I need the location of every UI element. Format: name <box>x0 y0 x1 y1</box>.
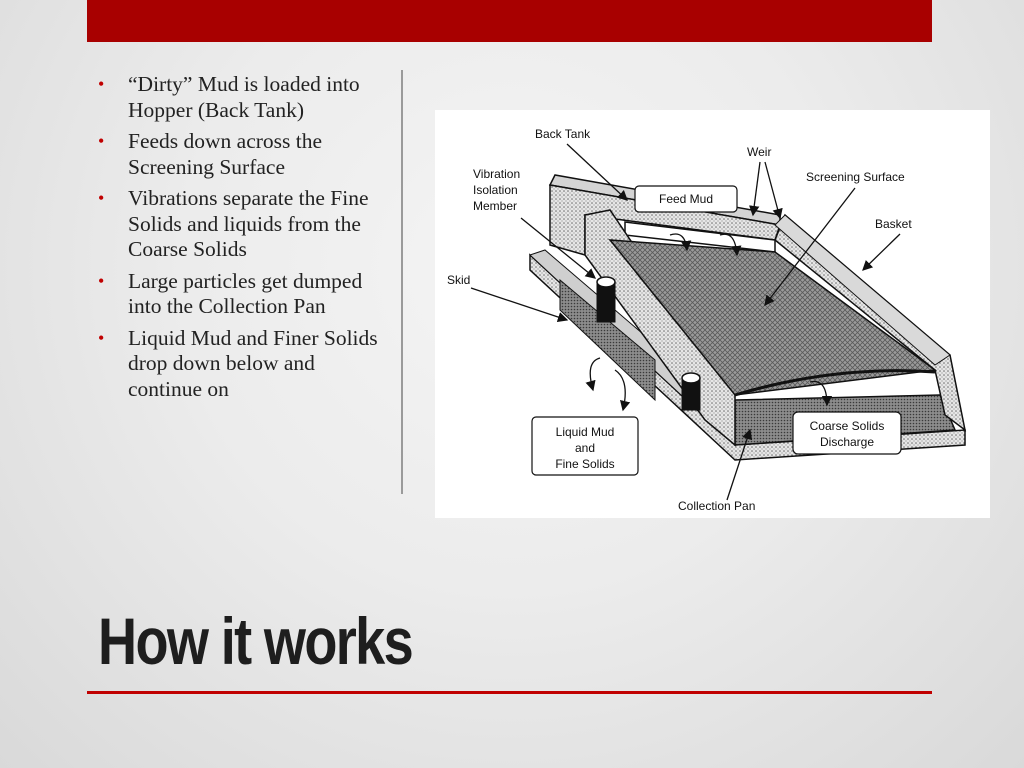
liquid-mud-box <box>532 417 638 475</box>
liquid-mud-label-line2: and <box>574 441 596 455</box>
bullet-text: Liquid Mud and Finer Solids drop down below and continue on <box>128 325 378 401</box>
coarse-solids-label-line1: Coarse Solids <box>809 419 885 433</box>
weir-label: Weir <box>747 145 772 159</box>
coarse-solids-label-line2: Discharge <box>819 435 875 449</box>
top-accent-bar <box>87 0 932 42</box>
bullet-text: Large particles get dumped into the Collection Pan <box>128 268 363 318</box>
vibration-label-line1: Vibration <box>473 167 521 181</box>
bullet-item <box>98 186 390 263</box>
bullet-list <box>98 72 390 408</box>
shale-shaker-diagram <box>435 110 990 518</box>
bullet-text: Vibrations separate the Fine Solids and liquids from the Coarse Solids <box>128 186 369 261</box>
feed-mud-box <box>635 186 737 212</box>
bullet-item <box>98 269 390 320</box>
vibration-label-line3: Member <box>473 199 518 213</box>
liquid-mud-label-line1: Liquid Mud <box>555 425 615 439</box>
bullet-item <box>98 129 390 180</box>
bullet-marker: • <box>98 327 105 348</box>
basket-label: Basket <box>875 217 912 231</box>
bullet-marker: • <box>98 188 105 208</box>
bullet-marker: • <box>98 270 105 291</box>
back-tank-label: Back Tank <box>535 127 591 141</box>
screening-surface-label: Screening Surface <box>806 170 905 184</box>
coarse-solids-box <box>793 412 901 454</box>
bullet-marker: • <box>98 74 105 94</box>
skid-label: Skid <box>447 273 471 287</box>
bullet-marker: • <box>98 131 105 151</box>
bullet-text: Feeds down across the Screening Surface <box>128 129 323 179</box>
column-divider <box>401 70 403 494</box>
bullet-item <box>98 326 390 403</box>
collection-pan-label: Collection Pan <box>678 499 756 513</box>
bullet-item <box>98 72 390 123</box>
feed-mud-label: Feed Mud <box>658 192 714 206</box>
liquid-mud-label-line3: Fine Solids <box>555 457 615 471</box>
title-underline <box>87 691 932 694</box>
bullet-text: “Dirty” Mud is loaded into Hopper (Back Tank) <box>128 72 360 122</box>
slide-title: How it works <box>98 604 413 678</box>
vibration-label-line2: Isolation <box>473 183 518 197</box>
